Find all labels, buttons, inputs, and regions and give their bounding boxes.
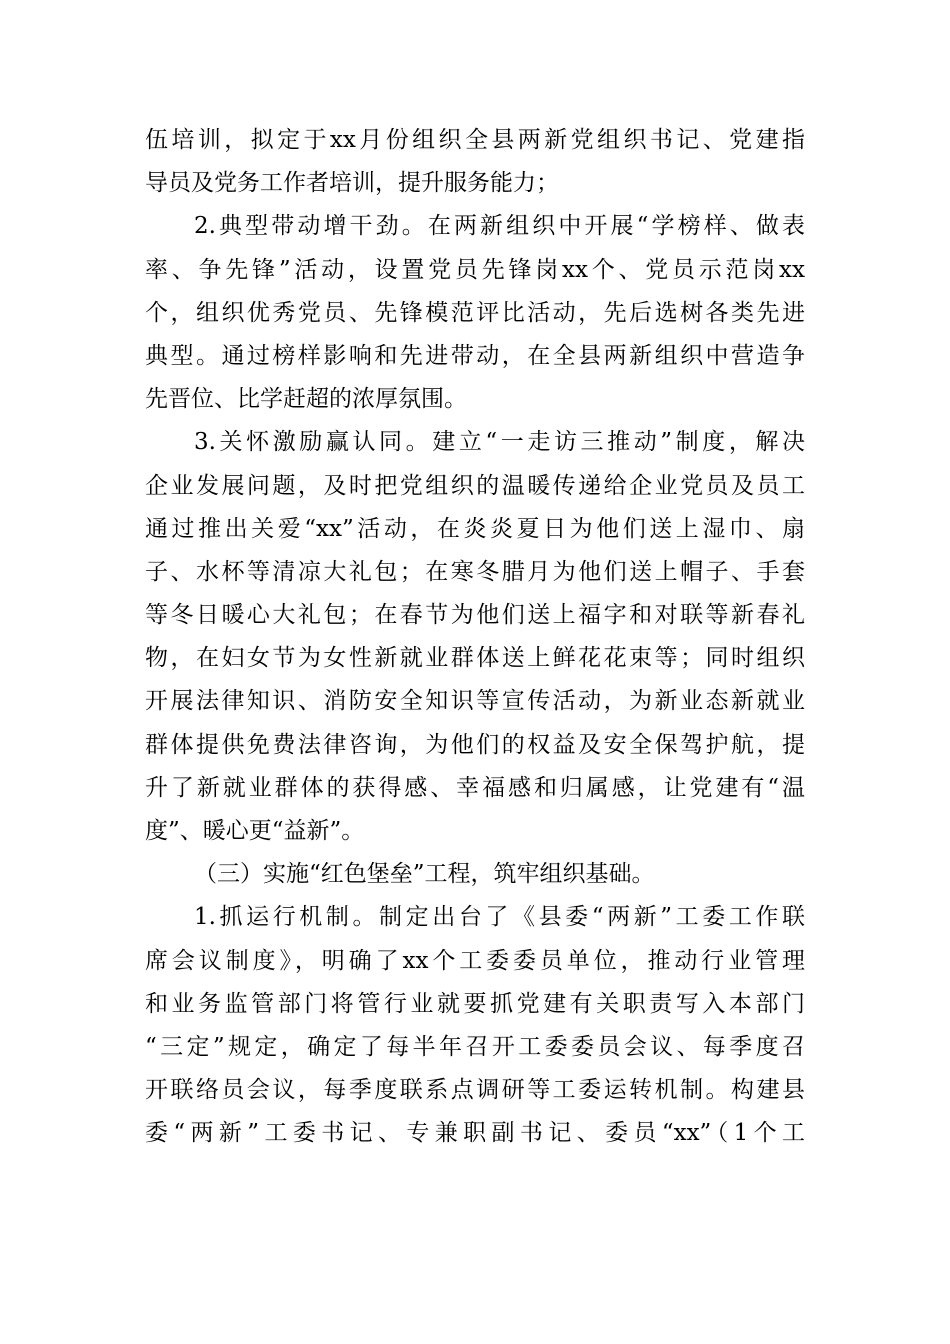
paragraph-start-line: 2.典型带动增干劲。在两新组织中开展“学榜样、做表 (194, 213, 805, 240)
paragraph-start-line: 1.抓运行机制。制定出台了《县委“两新”工委工作联 (194, 904, 805, 931)
text-line: 个，组织优秀党员、先锋模范评比活动，先后选树各类先进 (145, 299, 805, 326)
text-line: “三定”规定，确定了每半年召开工委委员会议、每季度召 (145, 1033, 805, 1060)
text-line: 物，在妇女节为女性新就业群体送上鲜花花束等；同时组织 (145, 645, 805, 672)
text-line: 子、水杯等清凉大礼包；在寒冬腊月为他们送上帽子、手套 (145, 558, 805, 585)
text-line: 升了新就业群体的获得感、幸福感和归属感，让党建有“温 (145, 774, 805, 801)
paragraph-start-line: 3.关怀激励赢认同。建立“一走访三推动”制度，解决 (194, 429, 805, 456)
text-line: 等冬日暖心大礼包；在春节为他们送上福字和对联等新春礼 (145, 602, 805, 629)
section-heading: （三）实施“红色堡垒”工程，筑牢组织基础。 (194, 861, 655, 888)
text-line: 开展法律知识、消防安全知识等宣传活动，为新业态新就业 (145, 688, 805, 715)
text-line: 伍培训，拟定于xx月份组织全县两新党组织书记、党建指 (145, 127, 805, 153)
text-line: 开联络员会议，每季度联系点调研等工委运转机制。构建县 (145, 1077, 805, 1104)
text-line: 委“两新”工委书记、专兼职副书记、委员“xx”（1个工 (145, 1120, 805, 1147)
text-line: 席会议制度》，明确了xx个工委委员单位，推动行业管理 (145, 947, 805, 974)
text-line: 先晋位、比学赶超的浓厚氛围。 (145, 386, 467, 413)
text-line: 和业务监管部门将管行业就要抓党建有关职责写入本部门 (145, 990, 805, 1017)
text-line: 通过推出关爱“xx”活动，在炎炎夏日为他们送上湿巾、扇 (145, 515, 805, 542)
text-line: 企业发展问题，及时把党组织的温暖传递给企业党员及员工 (145, 472, 805, 499)
text-line: 群体提供免费法律咨询，为他们的权益及安全保驾护航，提 (145, 731, 805, 758)
text-line: 导员及党务工作者培训，提升服务能力； (145, 170, 559, 197)
text-line: 典型。通过榜样影响和先进带动，在全县两新组织中营造争 (145, 342, 805, 369)
text-line: 率、争先锋”活动，设置党员先锋岗xx个、党员示范岗xx (145, 256, 805, 283)
text-line: 度”、暖心更“益新”。 (145, 818, 365, 844)
document-body (145, 119, 805, 1156)
